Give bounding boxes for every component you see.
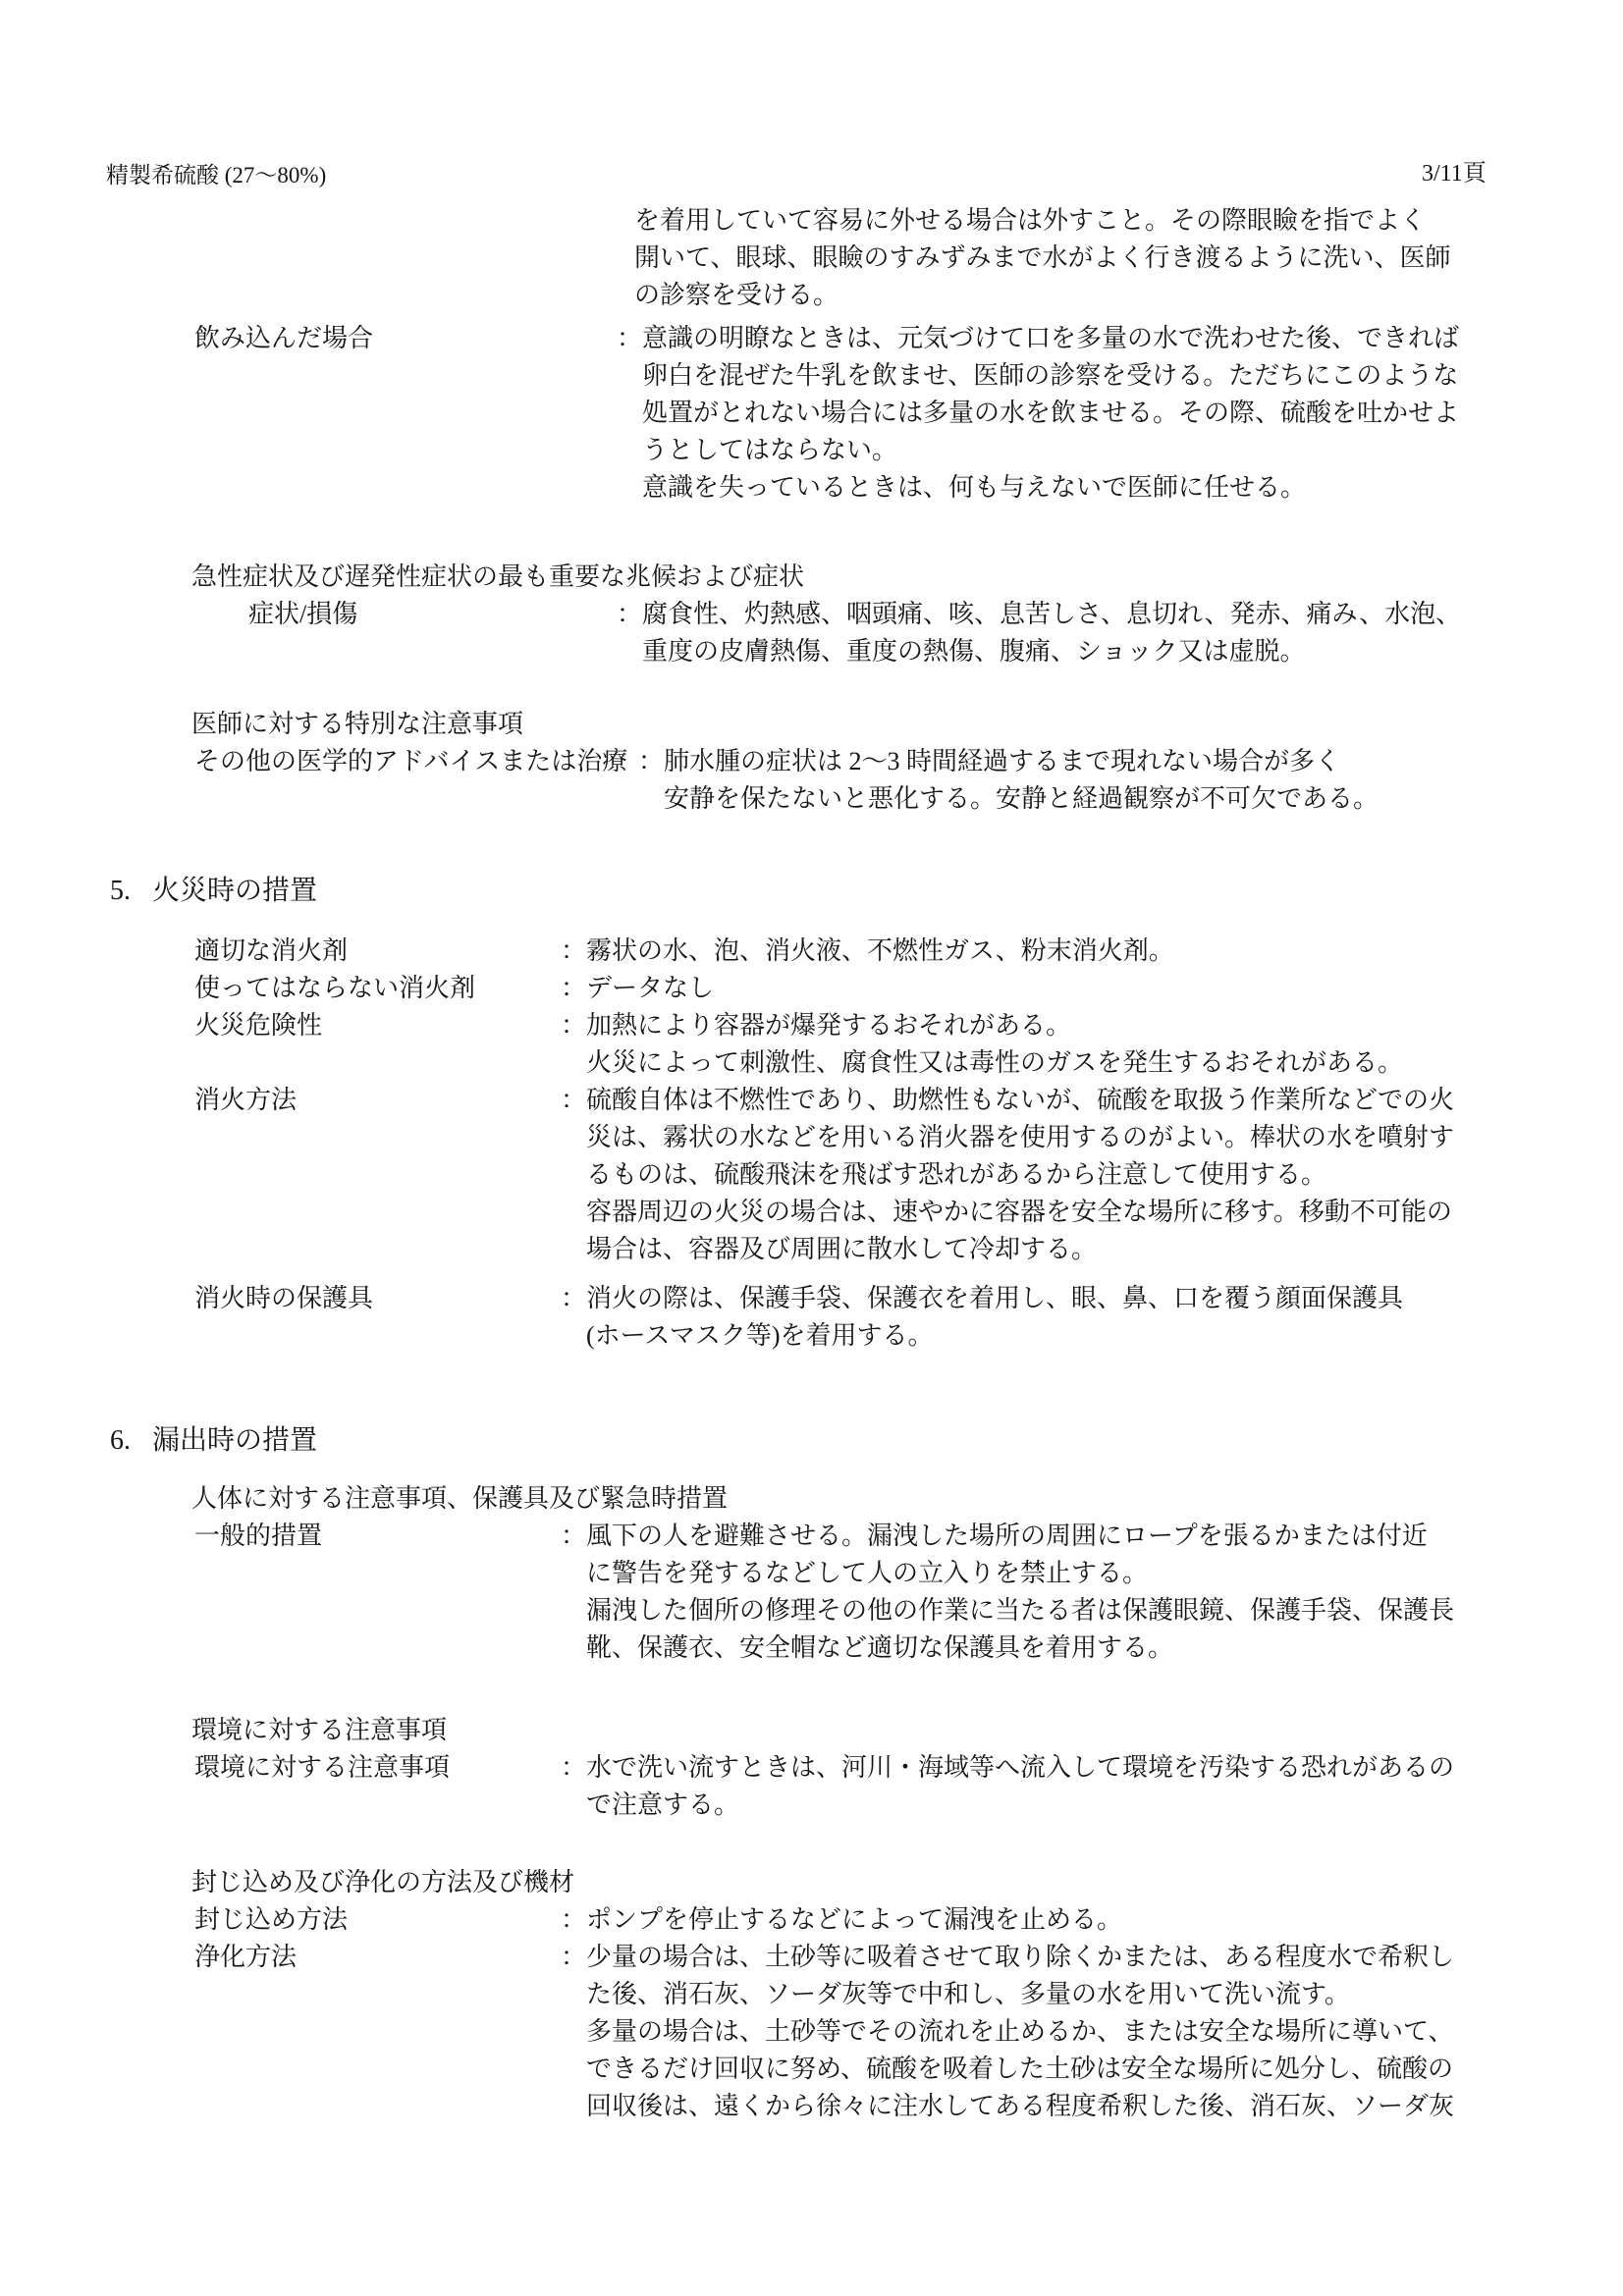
text-line: 処置がとれない場合には多量の水を飲ませる。その際、硫酸を吐かせよ: [642, 399, 1460, 427]
field-label: 環境に対する注意事項: [194, 1753, 451, 1782]
text-line: ：少量の場合は、土砂等に吸着させて取り除くかまたは、ある程度水で希釈し: [561, 1943, 1455, 1971]
section-heading-fire: [110, 872, 317, 911]
field-value: [561, 1939, 1454, 2125]
field-label: 火災危険性: [194, 1011, 323, 1040]
text-line: ：水で洗い流すときは、河川・海域等へ流入して環境を汚染する恐れがあるの: [561, 1753, 1455, 1782]
text-line: 災は、霧状の水などを用いる消火器を使用するのがよい。棒状の水を噴射す: [586, 1123, 1455, 1151]
paragraph: [634, 202, 1450, 314]
section-number: 6.: [110, 1425, 131, 1456]
field-value: [561, 1082, 1454, 1268]
text-line: 回収後は、遠くから徐々に注水してある程度希釈した後、消石灰、ソーダ灰: [586, 2092, 1455, 2120]
field-label: 浄化方法: [194, 1943, 298, 1971]
field-value: [561, 1749, 1454, 1824]
text-line: の診察を受ける。: [634, 281, 839, 309]
field-label: 飲み込んだ場合: [194, 324, 374, 352]
field-value: [617, 596, 1461, 670]
text-line: ：霧状の水、泡、消火液、不燃性ガス、粉末消火剤。: [561, 936, 1174, 965]
text-line: で注意する。: [586, 1790, 740, 1819]
field-label: 適切な消火剤: [194, 936, 349, 965]
text-line: 火災によって刺激性、腐食性又は毒性のガスを発生するおそれがある。: [586, 1048, 1404, 1077]
text-line: るものは、硫酸飛沫を飛ばす恐れがあるから注意して使用する。: [586, 1160, 1327, 1189]
text-line: ：加熱により容器が爆発するおそれがある。: [561, 1011, 1072, 1040]
text-line: (ホースマスク等)を着用する。: [586, 1321, 934, 1350]
field-label: その他の医学的アドバイスまたは治療: [194, 747, 628, 775]
subsection-header-physician: 医師に対する特別な注意事項: [191, 710, 524, 738]
field-value: [638, 743, 1379, 818]
text-line: 意識を失っているときは、何も与えないで医師に任せる。: [642, 473, 1307, 502]
field-label: 症状/損傷: [248, 600, 358, 628]
field-value: [561, 1901, 1122, 1939]
text-line: ：風下の人を避難させる。漏洩した場所の周囲にロープを張るかまたは付近: [561, 1522, 1428, 1550]
field-label: 一般的措置: [194, 1522, 323, 1550]
text-line: 靴、保護衣、安全帽など適切な保護具を着用する。: [586, 1633, 1174, 1662]
text-line: ：硫酸自体は不燃性であり、助燃性もないが、硫酸を取扱う作業所などでの火: [561, 1086, 1455, 1114]
text-line: できるだけ回収に努め、硫酸を吸着した土砂は安全な場所に処分し、硫酸の: [586, 2055, 1453, 2083]
text-line: ：意識の明瞭なときは、元気づけて口を多量の水で洗わせた後、できれば: [617, 324, 1460, 352]
field-label: 消火時の保護具: [194, 1284, 374, 1312]
text-line: ：データなし: [561, 974, 715, 1002]
field-label: 封じ込め方法: [194, 1905, 349, 1934]
section-number: 5.: [110, 876, 131, 906]
field-value: [561, 1007, 1403, 1082]
text-line: ：肺水腫の症状は 2～3 時間経過するまで現れない場合が多く: [638, 747, 1341, 775]
field-value: [617, 320, 1459, 507]
subsection-header-environment: 環境に対する注意事項: [191, 1716, 448, 1744]
field-label: 消火方法: [194, 1086, 298, 1114]
text-line: を着用していて容易に外せる場合は外すこと。その際眼瞼を指でよく: [634, 206, 1427, 235]
field-value: [561, 1280, 1403, 1355]
text-line: に警告を発するなどして人の立入りを禁止する。: [586, 1559, 1149, 1587]
text-line: 場合は、容器及び周囲に散水して冷却する。: [586, 1235, 1098, 1263]
text-line: うとしてはならない。: [642, 436, 898, 464]
text-line: 開いて、眼球、眼瞼のすみずみまで水がよく行き渡るように洗い、医師: [634, 243, 1451, 272]
text-line: た後、消石灰、ソーダ灰等で中和し、多量の水を用いて洗い流す。: [586, 1980, 1350, 2008]
field-value: [561, 933, 1174, 970]
page-number: 3/11頁: [1422, 161, 1487, 187]
field-label: 使ってはならない消火剤: [194, 974, 476, 1002]
text-line: ：腐食性、灼熱感、咽頭痛、咳、息苦しさ、息切れ、発赤、痛み、水泡、: [617, 600, 1462, 628]
text-line: 漏洩した個所の修理その他の作業に当たる者は保護眼鏡、保護手袋、保護長: [586, 1596, 1455, 1625]
subsection-header-containment: 封じ込め及び浄化の方法及び機材: [191, 1868, 575, 1896]
field-value: [561, 970, 714, 1007]
text-line: 容器周辺の火災の場合は、速やかに容器を安全な場所に移す。移動不可能の: [586, 1198, 1452, 1226]
text-line: 多量の場合は、土砂等でその流れを止めるか、または安全な場所に導いて、: [586, 2017, 1454, 2046]
field-value: [561, 1518, 1454, 1667]
subsection-header-human: 人体に対する注意事項、保護具及び緊急時措置: [191, 1484, 729, 1513]
section-title: 火災時の措置: [152, 876, 318, 906]
text-line: 重度の皮膚熱傷、重度の熱傷、腹痛、ショック又は虚脱。: [642, 637, 1306, 666]
text-line: ：ポンプを停止するなどによって漏洩を止める。: [561, 1905, 1123, 1934]
text-line: ：消火の際は、保護手袋、保護衣を着用し、眼、鼻、口を覆う顔面保護具: [561, 1284, 1404, 1312]
section-title: 漏出時の措置: [152, 1425, 318, 1456]
text-line: 安静を保たないと悪化する。安静と経過観察が不可欠である。: [664, 784, 1380, 813]
section-heading-leak: [110, 1421, 317, 1461]
text-line: 卵白を混ぜた牛乳を飲ませ、医師の診察を受ける。ただちにこのような: [642, 361, 1459, 390]
document-title: 精製希硫酸 (27～80%): [106, 163, 327, 187]
subsection-header-symptoms: 急性症状及び遅発性症状の最も重要な兆候および症状: [191, 562, 805, 591]
